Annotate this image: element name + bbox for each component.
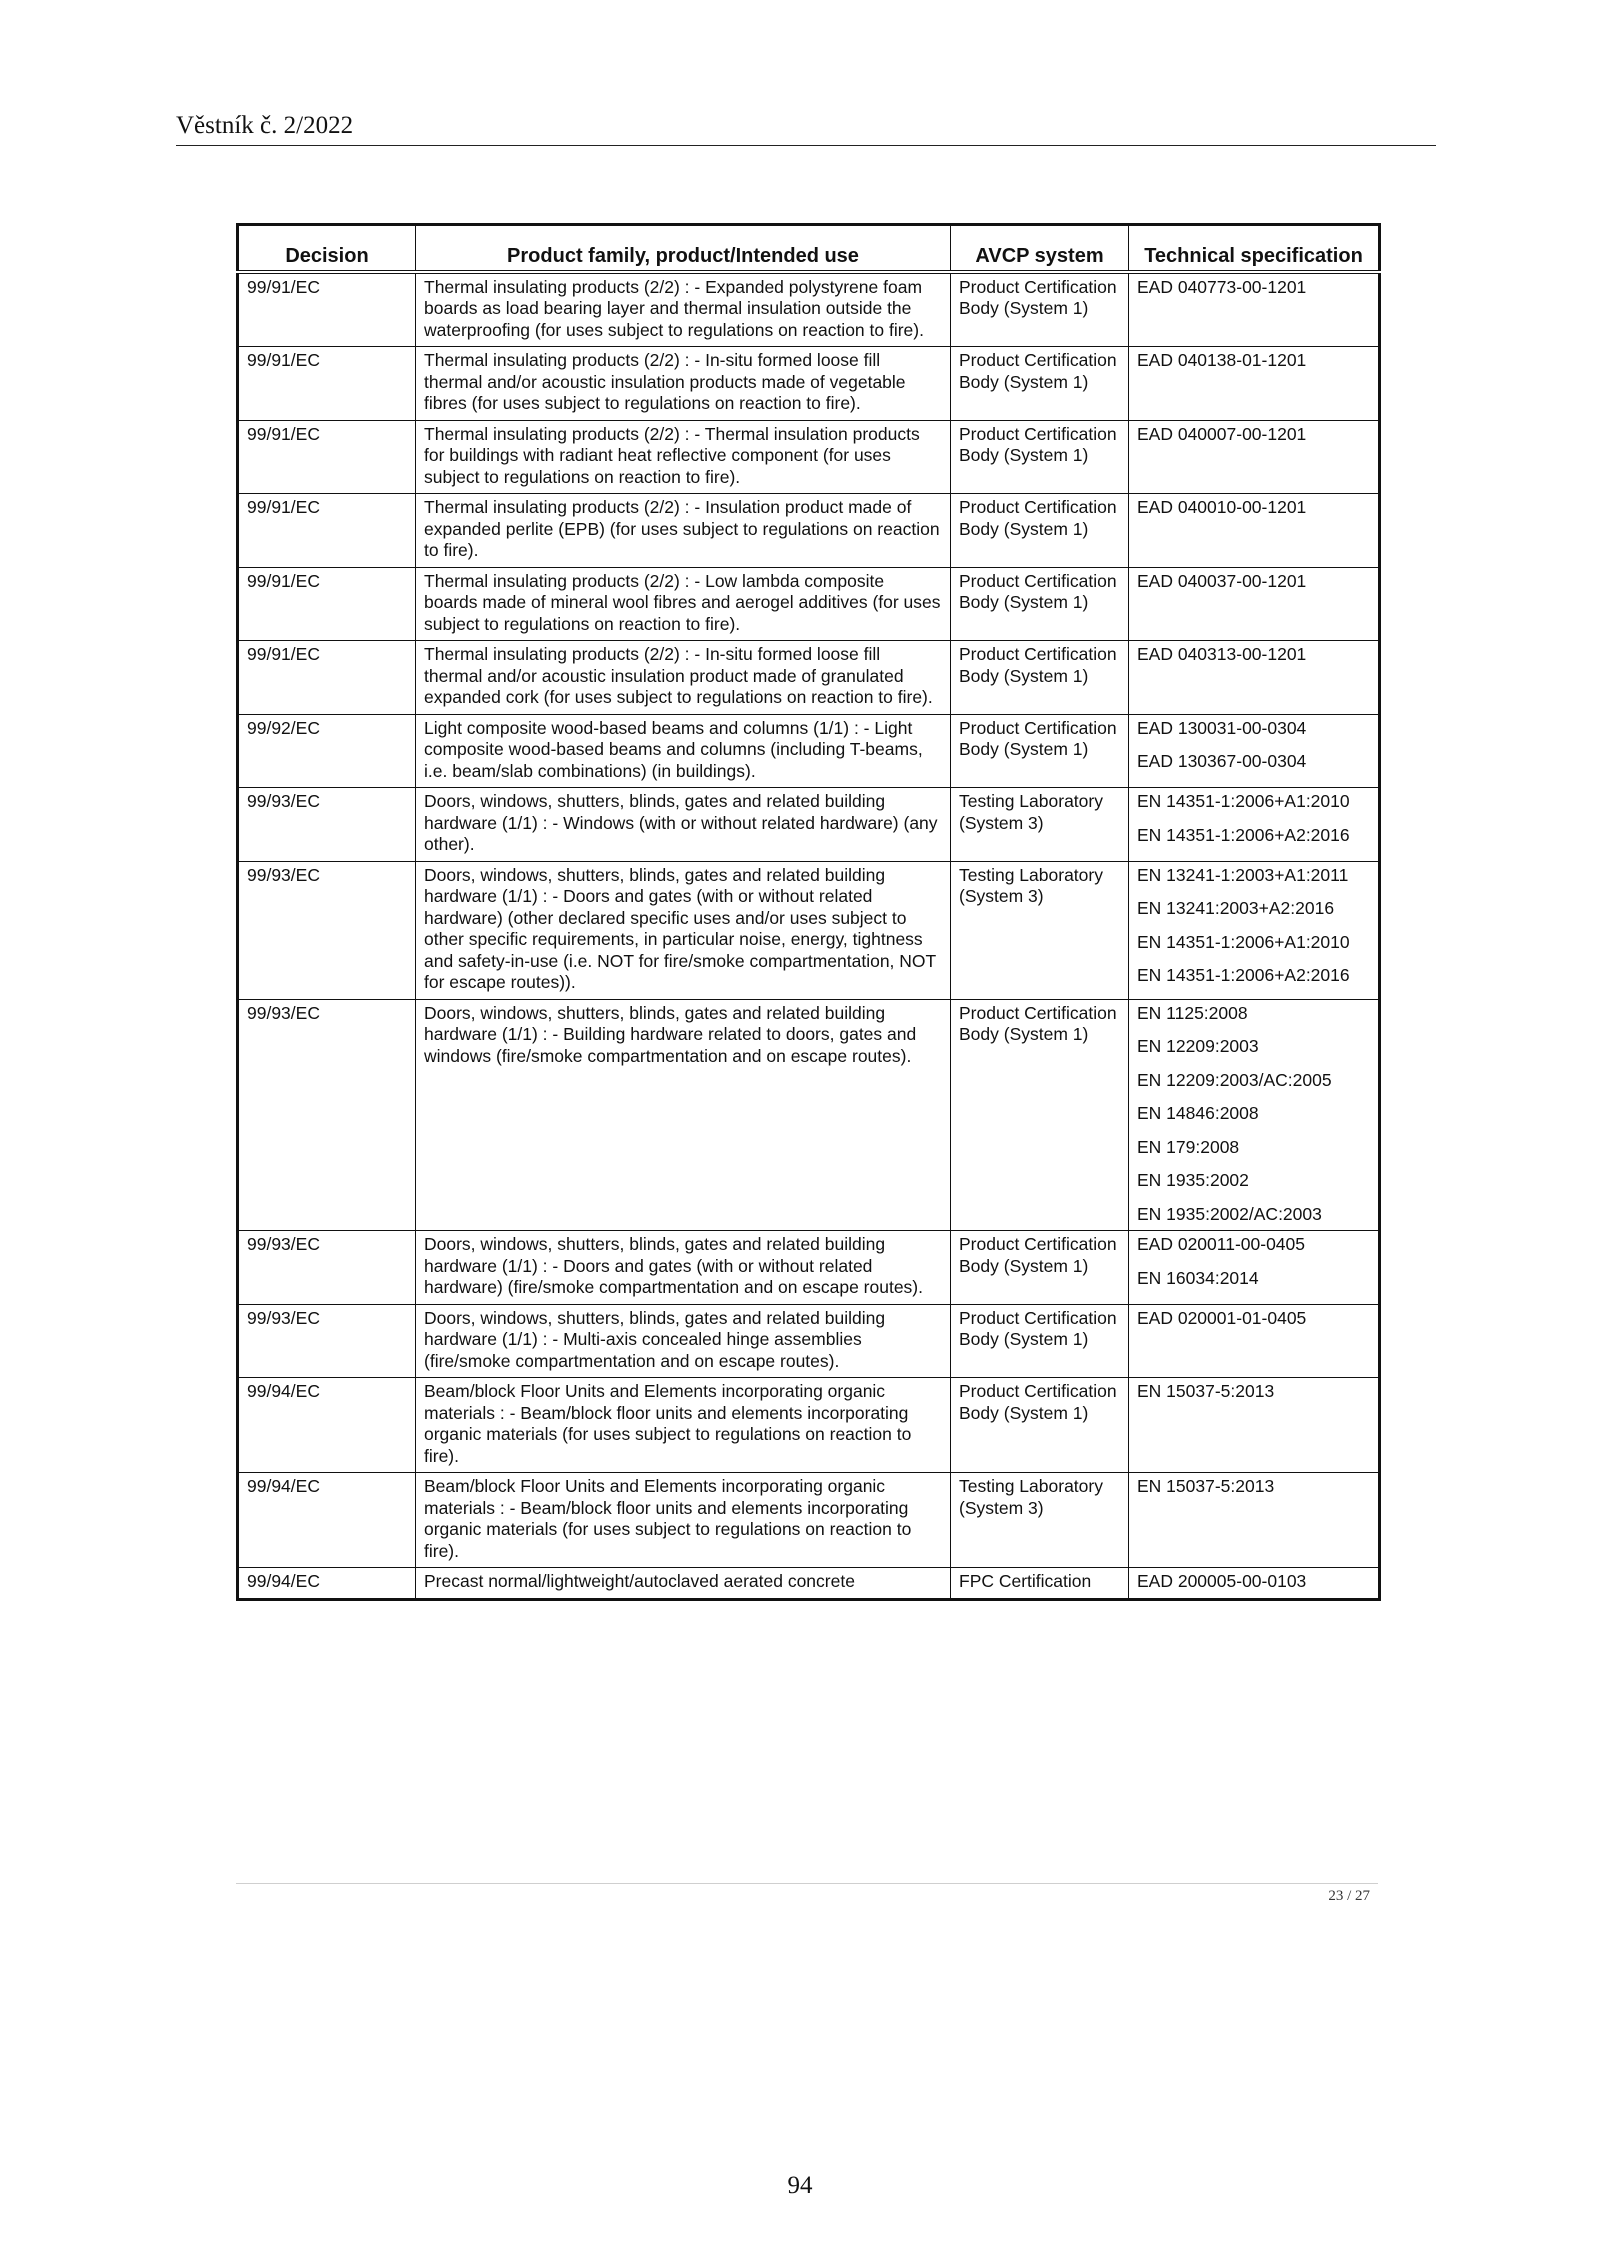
technical-specification-item: EN 14351-1:2006+A1:2010 xyxy=(1137,791,1350,811)
technical-specification-item: EAD 040037-00-1201 xyxy=(1137,570,1307,591)
footer-divider xyxy=(236,1883,1378,1884)
page-number: 94 xyxy=(787,2172,813,2199)
technical-specification-item: EN 14351-1:2006+A1:2010 xyxy=(1137,931,1350,952)
technical-specification-cell xyxy=(1129,788,1380,862)
avcp-cell: Testing Laboratory (System 3) xyxy=(951,1473,1129,1568)
table-row xyxy=(238,788,1380,862)
technical-specification-item: EN 15037-5:2013 xyxy=(1137,1381,1275,1401)
technical-specification-item: EN 14351-1:2006+A2:2016 xyxy=(1137,824,1350,845)
table-row xyxy=(238,567,1380,641)
table-row xyxy=(238,1568,1380,1600)
table-row xyxy=(238,861,1380,999)
product-cell: Beam/block Floor Units and Elements incorporating organic materials : - Beam/block floor units and elements incorporating organic materials (for uses subject to regulations on reaction to fire). xyxy=(416,1378,951,1473)
technical-specification-cell xyxy=(1129,641,1380,715)
technical-specification-item: EAD 020001-01-0405 xyxy=(1137,1307,1307,1328)
product-cell: Thermal insulating products (2/2) : - Insulation product made of expanded perlite (EPB) (for uses subject to regulations on reaction to fire). xyxy=(416,494,951,568)
decision-cell: 99/93/EC xyxy=(238,999,416,1231)
technical-specification-item: EAD 130031-00-0304 xyxy=(1137,717,1307,738)
column-header-technical-specification: Technical specification xyxy=(1129,225,1380,272)
technical-specification-item: EN 14846:2008 xyxy=(1137,1103,1259,1123)
table-row xyxy=(238,347,1380,421)
technical-specification-cell xyxy=(1129,1473,1380,1568)
technical-specification-item: EAD 040773-00-1201 xyxy=(1137,276,1307,297)
avcp-cell: Product Certification Body (System 1) xyxy=(951,999,1129,1231)
technical-specification-item: EAD 130367-00-0304 xyxy=(1137,751,1307,771)
decision-cell: 99/91/EC xyxy=(238,494,416,568)
decision-cell: 99/91/EC xyxy=(238,641,416,715)
avcp-cell: Product Certification Body (System 1) xyxy=(951,272,1129,347)
technical-specification-cell xyxy=(1129,1568,1380,1600)
table-row xyxy=(238,1378,1380,1473)
technical-specification-item: EN 14351-1:2006+A2:2016 xyxy=(1137,965,1350,985)
technical-specification-item: EN 15037-5:2013 xyxy=(1137,1476,1275,1496)
decision-cell: 99/92/EC xyxy=(238,714,416,788)
product-cell: Light composite wood-based beams and columns (1/1) : - Light composite wood-based beams and columns (including T-beams, i.e. beam/slab combinations) (in buildings). xyxy=(416,714,951,788)
technical-specification-item: EN 1125:2008 xyxy=(1137,1002,1248,1023)
table-row xyxy=(238,714,1380,788)
product-cell: Beam/block Floor Units and Elements incorporating organic materials : - Beam/block floor units and elements incorporating organic materials (for uses subject to regulations on reaction to fire). xyxy=(416,1473,951,1568)
technical-specification-item: EN 12209:2003/AC:2005 xyxy=(1137,1069,1332,1090)
decision-cell: 99/93/EC xyxy=(238,1304,416,1378)
decision-cell: 99/93/EC xyxy=(238,1231,416,1305)
decision-cell: 99/94/EC xyxy=(238,1378,416,1473)
technical-specification-item: EAD 200005-00-0103 xyxy=(1137,1571,1307,1591)
product-cell: Thermal insulating products (2/2) : - Thermal insulation products for buildings with radiant heat reflective component (for uses subject to regulations on reaction to fire). xyxy=(416,420,951,494)
decision-cell: 99/91/EC xyxy=(238,272,416,347)
technical-specification-cell xyxy=(1129,347,1380,421)
decision-cell: 99/91/EC xyxy=(238,420,416,494)
column-header-product: Product family, product/Intended use xyxy=(416,225,951,272)
avcp-cell: Product Certification Body (System 1) xyxy=(951,420,1129,494)
product-cell: Thermal insulating products (2/2) : - Low lambda composite boards made of mineral wool fibres and aerogel additives (for uses subject to regulations on reaction to fire). xyxy=(416,567,951,641)
document-header-title: Věstník č. 2/2022 xyxy=(176,112,354,139)
table-row xyxy=(238,494,1380,568)
decision-cell: 99/91/EC xyxy=(238,567,416,641)
decision-cell: 99/93/EC xyxy=(238,788,416,862)
technical-specification-cell xyxy=(1129,1378,1380,1473)
decision-cell: 99/94/EC xyxy=(238,1568,416,1600)
table-row xyxy=(238,272,1380,347)
technical-specification-item: EN 1935:2002/AC:2003 xyxy=(1137,1203,1322,1224)
product-cell: Precast normal/lightweight/autoclaved aerated concrete xyxy=(416,1568,951,1600)
product-cell: Thermal insulating products (2/2) : - In-situ formed loose fill thermal and/or acoustic insulation products made of vegetable fibres (for uses subject to regulations on reaction to fire). xyxy=(416,347,951,421)
technical-specification-cell xyxy=(1129,1304,1380,1378)
technical-specification-cell xyxy=(1129,999,1380,1231)
technical-specification-item: EN 13241:2003+A2:2016 xyxy=(1137,898,1335,918)
column-header-avcp: AVCP system xyxy=(951,225,1129,272)
avcp-cell: Product Certification Body (System 1) xyxy=(951,494,1129,568)
header-divider xyxy=(176,145,1436,146)
technical-specification-item: EAD 040313-00-1201 xyxy=(1137,644,1307,664)
page-of-indicator: 23 / 27 xyxy=(1328,1888,1370,1904)
technical-specification-cell xyxy=(1129,567,1380,641)
technical-specification-item: EN 12209:2003 xyxy=(1137,1036,1259,1056)
table-row xyxy=(238,1473,1380,1568)
avcp-cell: Product Certification Body (System 1) xyxy=(951,1304,1129,1378)
table-row xyxy=(238,420,1380,494)
technical-specification-cell xyxy=(1129,272,1380,347)
avcp-cell: Product Certification Body (System 1) xyxy=(951,714,1129,788)
table-row xyxy=(238,1231,1380,1305)
technical-specification-cell xyxy=(1129,494,1380,568)
technical-specification-cell xyxy=(1129,1231,1380,1305)
avcp-cell: Testing Laboratory (System 3) xyxy=(951,788,1129,862)
avcp-cell: Product Certification Body (System 1) xyxy=(951,1231,1129,1305)
avcp-cell: Testing Laboratory (System 3) xyxy=(951,861,1129,999)
table-header-row xyxy=(238,225,1380,272)
technical-specification-cell xyxy=(1129,861,1380,999)
table-row xyxy=(238,1304,1380,1378)
technical-specification-cell xyxy=(1129,714,1380,788)
avcp-cell: Product Certification Body (System 1) xyxy=(951,347,1129,421)
technical-specification-cell xyxy=(1129,420,1380,494)
technical-specification-item: EN 13241-1:2003+A1:2011 xyxy=(1137,864,1349,885)
technical-specification-item: EN 179:2008 xyxy=(1137,1136,1240,1157)
product-cell: Doors, windows, shutters, blinds, gates and related building hardware (1/1) : - Building hardware related to doors, gates and windows (fire/smoke compartmentation and on escape routes). xyxy=(416,999,951,1231)
avcp-cell: Product Certification Body (System 1) xyxy=(951,567,1129,641)
technical-specification-item: EAD 040138-01-1201 xyxy=(1137,350,1307,370)
technical-specification-item: EAD 040007-00-1201 xyxy=(1137,423,1307,444)
product-cell: Thermal insulating products (2/2) : - In-situ formed loose fill thermal and/or acoustic insulation product made of granulated expanded cork (for uses subject to regulations on reaction to fire). xyxy=(416,641,951,715)
decision-cell: 99/91/EC xyxy=(238,347,416,421)
product-cell: Thermal insulating products (2/2) : - Expanded polystyrene foam boards as load bearing layer and thermal insulation outside the waterproofing (for uses subject to regulations on reaction to fire). xyxy=(416,272,951,347)
product-cell: Doors, windows, shutters, blinds, gates and related building hardware (1/1) : - Windows (with or without related hardware) (any other). xyxy=(416,788,951,862)
technical-specification-item: EN 1935:2002 xyxy=(1137,1170,1249,1190)
avcp-cell: Product Certification Body (System 1) xyxy=(951,1378,1129,1473)
decision-cell: 99/94/EC xyxy=(238,1473,416,1568)
technical-specification-item: EN 16034:2014 xyxy=(1137,1267,1259,1288)
product-cell: Doors, windows, shutters, blinds, gates and related building hardware (1/1) : - Doors and gates (with or without related hardware) (fire/smoke compartmentation and on escape routes). xyxy=(416,1231,951,1305)
technical-specification-item: EAD 040010-00-1201 xyxy=(1137,497,1307,517)
table-row xyxy=(238,641,1380,715)
column-header-decision: Decision xyxy=(238,225,416,272)
table-body xyxy=(238,272,1380,1600)
decisions-table xyxy=(236,223,1381,1601)
decision-cell: 99/93/EC xyxy=(238,861,416,999)
avcp-cell: Product Certification Body (System 1) xyxy=(951,641,1129,715)
product-cell: Doors, windows, shutters, blinds, gates and related building hardware (1/1) : - Doors and gates (with or without related hardware) (other declared specific uses and/or uses subject to other specific requirements, in particular noise, energy, tightness and safety-in-use (i.e. NOT for fire/smoke compartmentation, NOT for escape routes)). xyxy=(416,861,951,999)
product-cell: Doors, windows, shutters, blinds, gates and related building hardware (1/1) : - Multi-axis concealed hinge assemblies (fire/smoke compartmentation and on escape routes). xyxy=(416,1304,951,1378)
table-row xyxy=(238,999,1380,1231)
technical-specification-item: EAD 020011-00-0405 xyxy=(1137,1234,1305,1254)
avcp-cell: FPC Certification xyxy=(951,1568,1129,1600)
